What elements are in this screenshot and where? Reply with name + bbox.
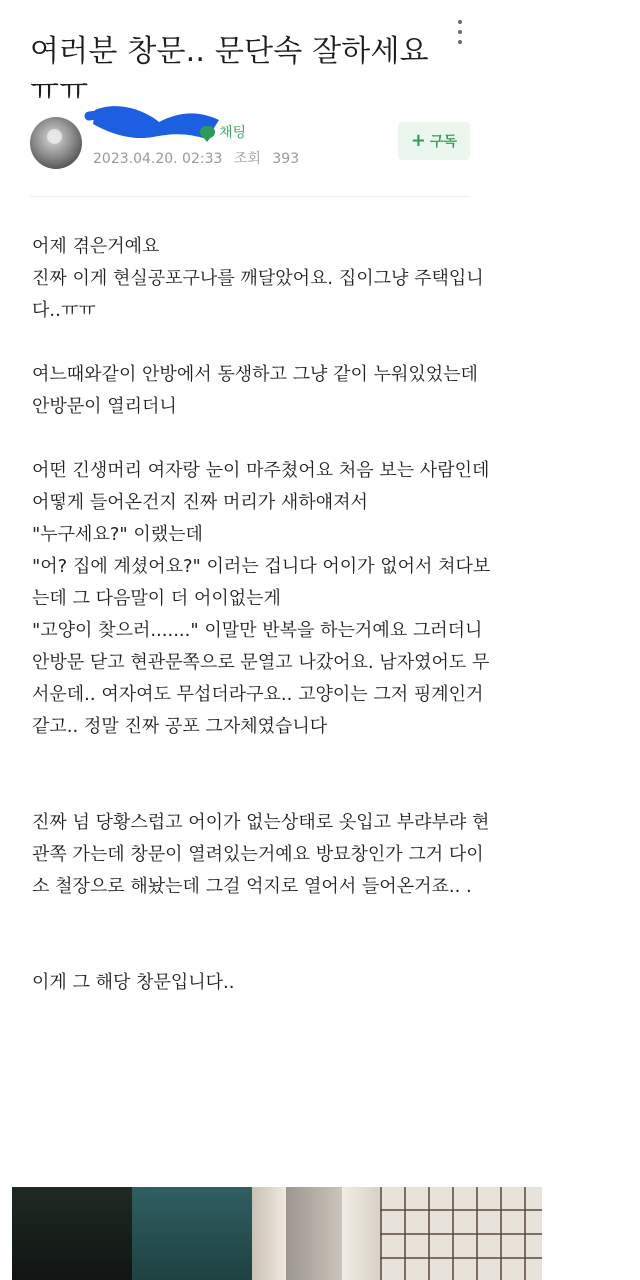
post-body: 어제 겪은거예요 진짜 이게 현실공포구나를 깨달았어요. 집이그냥 주택입니다..ㅠㅠ 여느때와같이 안방에서 동생하고 그냥 같이 누워있었는데 안방문이 열리더니 어떤 긴생머리 여자랑 눈이 마주쳤어요 처음 보는 사람인데 어떻게 들어온건지 진짜 머리가 새하얘져서 "누구세요?" 이랬는데 "어? 집에 계셨어요?" 이러는 겁니다 어이가 없어서 쳐다보는데 그 다음말이 더 어이없는게 "고양이 찾으러......." 이말만 반복을 하는거예요 그러더니 안방문 닫고 현관문쪽으로 문열고 나갔어요. 남자였어도 무서운데.. 여자여도 무섭더라구요.. 고양이는 그저 핑계인거같고.. 정말 진짜 공포 그자체였습니다 진짜 넘 당황스럽고 어이가 없는상태로 옷입고 부랴부랴 현관쪽 가는데 창문이 열려있는거예요 방묘창인가 그거 다이소 철장으로 해놨는데 그걸 억지로 열어서 들어온거죠.. . 이게 그 해당 창문입니다.. (32, 236, 491, 993)
chat-button[interactable] (200, 122, 246, 142)
window-frame-right (342, 1187, 380, 1280)
chat-bubble-icon (200, 126, 215, 138)
views-count: 393 (272, 151, 300, 167)
window-frame-left (252, 1187, 286, 1280)
subscribe-label: 구독 (430, 134, 458, 150)
chat-label: 채팅 (219, 125, 247, 141)
post-meta (93, 148, 299, 168)
window-photo[interactable] (12, 1187, 542, 1280)
photo-curtain-area (132, 1187, 252, 1280)
window-grate (380, 1187, 542, 1280)
plus-icon: + (410, 129, 427, 151)
post-date: 2023.04.20. 02:33 (93, 151, 223, 167)
window-frame-middle (286, 1187, 342, 1280)
subscribe-button[interactable] (398, 122, 470, 160)
photo-dark-area (12, 1187, 132, 1280)
views-label: 조회 (233, 151, 261, 167)
more-options-icon[interactable] (452, 20, 468, 44)
post-title: 여러분 창문.. 문단속 잘하세요 ㅠㅠ (30, 34, 429, 110)
header-divider (30, 196, 470, 197)
